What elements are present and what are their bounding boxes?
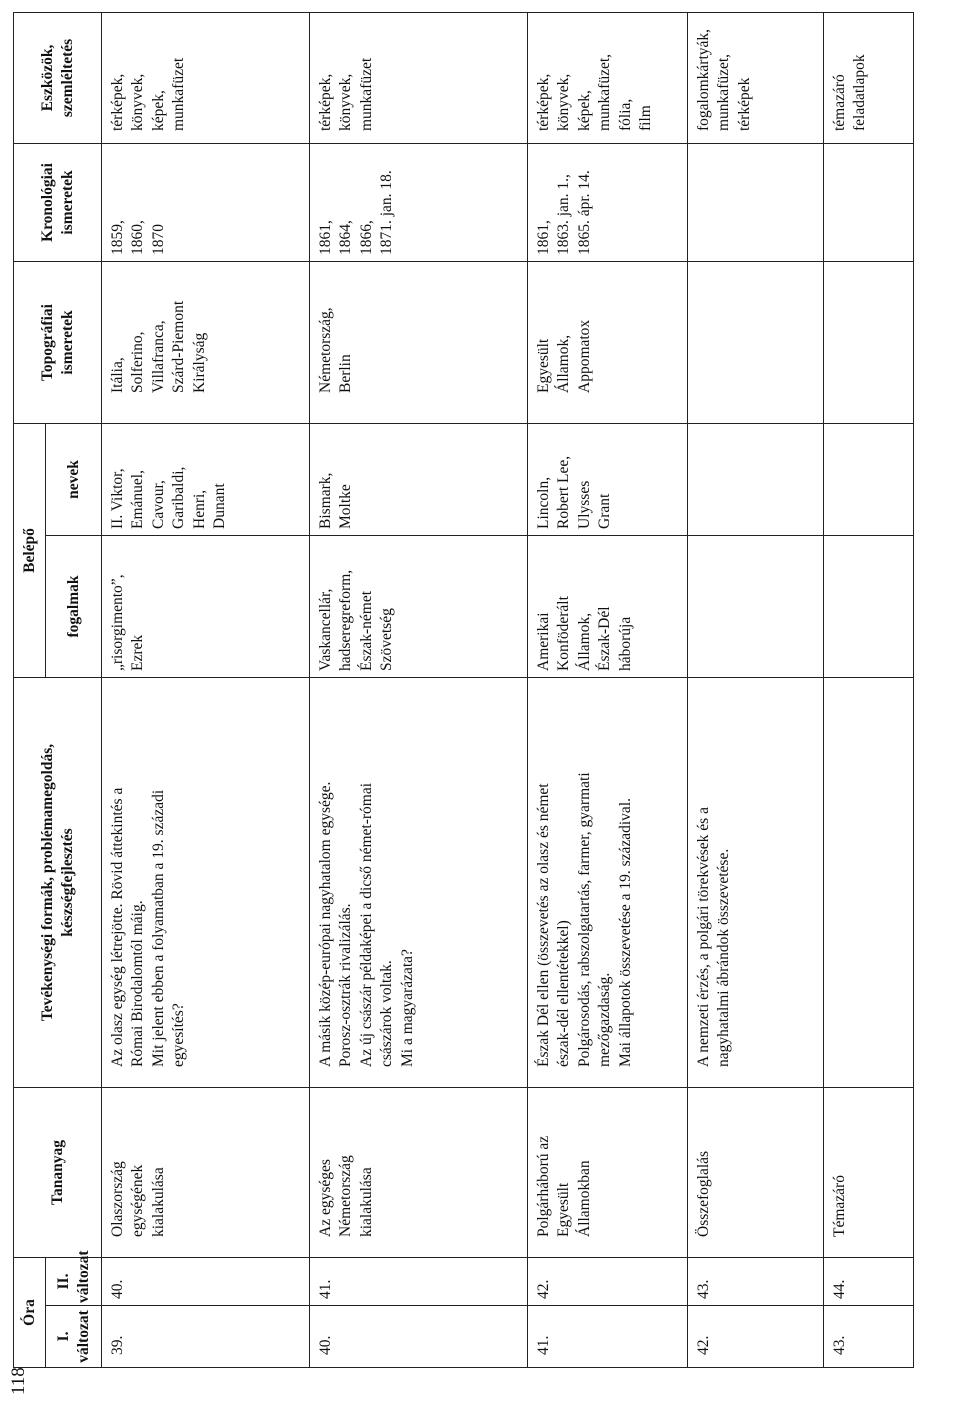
header-tananyag: Tananyag — [14, 1088, 102, 1258]
page-number: 118 — [8, 1367, 29, 1395]
table-row — [824, 13, 914, 1368]
row-v1: 40. — [317, 1335, 334, 1355]
row-v1: 41. — [535, 1335, 552, 1355]
row-eszkozok: térképek, könyvek, munkafüzet — [317, 57, 375, 131]
row-tevekenyseg: Az olasz egység létrejötte. Rövid áttekintés a Római Birodalomtól máig. Mit jelent ebben a folyamatban a 19. századi egyesítés? — [109, 787, 188, 1067]
row-tevekenyseg: A nemzeti érzés, a polgári törekvések és a nagyhatalmi ábrándok összevetése. — [695, 807, 733, 1067]
row-eszkozok: térképek, könyvek, képek, munkafüzet — [109, 57, 188, 131]
row-v2: 44. — [831, 1279, 848, 1299]
row-kronologiai: 1859, 1860, 1870 — [109, 220, 167, 255]
row-fogalmak: Amerikai Konföderált Államok, Észak-Dél háborúja — [535, 596, 634, 671]
row-topografiai: Itália, Solferino, Villafranca, Szárd-Piemont Királyság — [109, 300, 208, 393]
row-v2: 43. — [695, 1279, 712, 1299]
header-ora: Óra — [14, 1258, 46, 1368]
header-eszkozok: Eszközök, szemléltetés — [14, 13, 102, 144]
curriculum-table — [13, 12, 914, 1368]
header-belepo: Belépő — [14, 424, 46, 678]
row-tananyag: Polgárháború az Egyesült Államokban — [535, 1135, 593, 1237]
row-tananyag: Az egységes Németország kialakulása — [317, 1155, 375, 1237]
table-row — [102, 13, 310, 1368]
row-eszkozok: fogalomkártyák, munkafüzet, térképek — [695, 28, 753, 131]
header-kronologiai: Kronológiai ismeretek — [14, 144, 102, 262]
row-kronologiai: 1861, 1864, 1866, 1871. jan. 18. — [317, 170, 396, 255]
row-v1: 43. — [831, 1335, 848, 1355]
row-v2: 41. — [317, 1279, 334, 1299]
row-nevek: Bismark, Moltke — [317, 472, 355, 529]
row-fogalmak: „risorgimento”, Ezrek — [109, 574, 147, 671]
table-row — [688, 13, 824, 1368]
row-v1: 39. — [109, 1335, 126, 1355]
table-row — [528, 13, 688, 1368]
header-nevek: nevek — [46, 424, 102, 536]
row-kronologiai — [824, 144, 834, 261]
row-nevek — [824, 424, 834, 535]
row-tananyag: Témazáró — [831, 1175, 848, 1237]
row-kronologiai — [688, 144, 698, 261]
row-kronologiai: 1861, 1863. jan. 1., 1865. ápr. 14. — [535, 170, 593, 255]
row-tevekenyseg: Észak Dél ellen (összevetés az olasz és német észak-dél ellentétekkel) Polgárosodás, rabszolgatartás, farmer, gyarmati mezőgazdaság. Mai állapotok összevetése a 19. századival. — [535, 772, 634, 1067]
header-valtozat-2: II. változat — [46, 1258, 102, 1306]
header-tevekenyseg: Tevékenységi formák, problémamegoldás, készségfejlesztés — [14, 678, 102, 1088]
table-row — [310, 13, 528, 1368]
header-valtozat-1: I. változat — [46, 1306, 102, 1368]
row-topografiai: Egyesült Államok, Appomatox — [535, 319, 593, 393]
header-topografiai: Topográfiai ismeretek — [14, 262, 102, 424]
row-tananyag: Összefoglalás — [695, 1150, 712, 1237]
row-nevek: Lincoln, Robert Lee, Ulysses Grant — [535, 455, 614, 529]
row-fogalmak — [688, 536, 698, 677]
row-tevekenyseg — [824, 678, 834, 1087]
row-topografiai: Németország, Berlin — [317, 307, 355, 393]
row-v2: 40. — [109, 1279, 126, 1299]
row-topografiai — [688, 262, 698, 423]
row-eszkozok: térképek, könyvek, képek, munkafüzet, fólia, film — [535, 53, 655, 131]
row-eszkozok: témazáró feladatlapok — [831, 54, 869, 131]
row-v1: 42. — [695, 1335, 712, 1355]
row-fogalmak: Vaskancellár, hadseregreform, Észak-német Szövetség — [317, 569, 396, 671]
row-tevekenyseg: A másik közép-európai nagyhatalom egysége. Porosz-osztrák rivalizálás. Az új császár példaképei a dicső német-római császárok voltak. Mi a magyarázata? — [317, 781, 416, 1067]
row-tananyag: Olaszország egységének kialakulása — [109, 1161, 167, 1237]
header-fogalmak: fogalmak — [46, 536, 102, 678]
row-nevek: II. Viktor, Emánuel, Cavour, Garibaldi, Henri, Dunant — [109, 466, 229, 529]
row-topografiai — [824, 262, 834, 423]
row-nevek — [688, 424, 698, 535]
row-fogalmak — [824, 536, 834, 677]
row-v2: 42. — [535, 1279, 552, 1299]
